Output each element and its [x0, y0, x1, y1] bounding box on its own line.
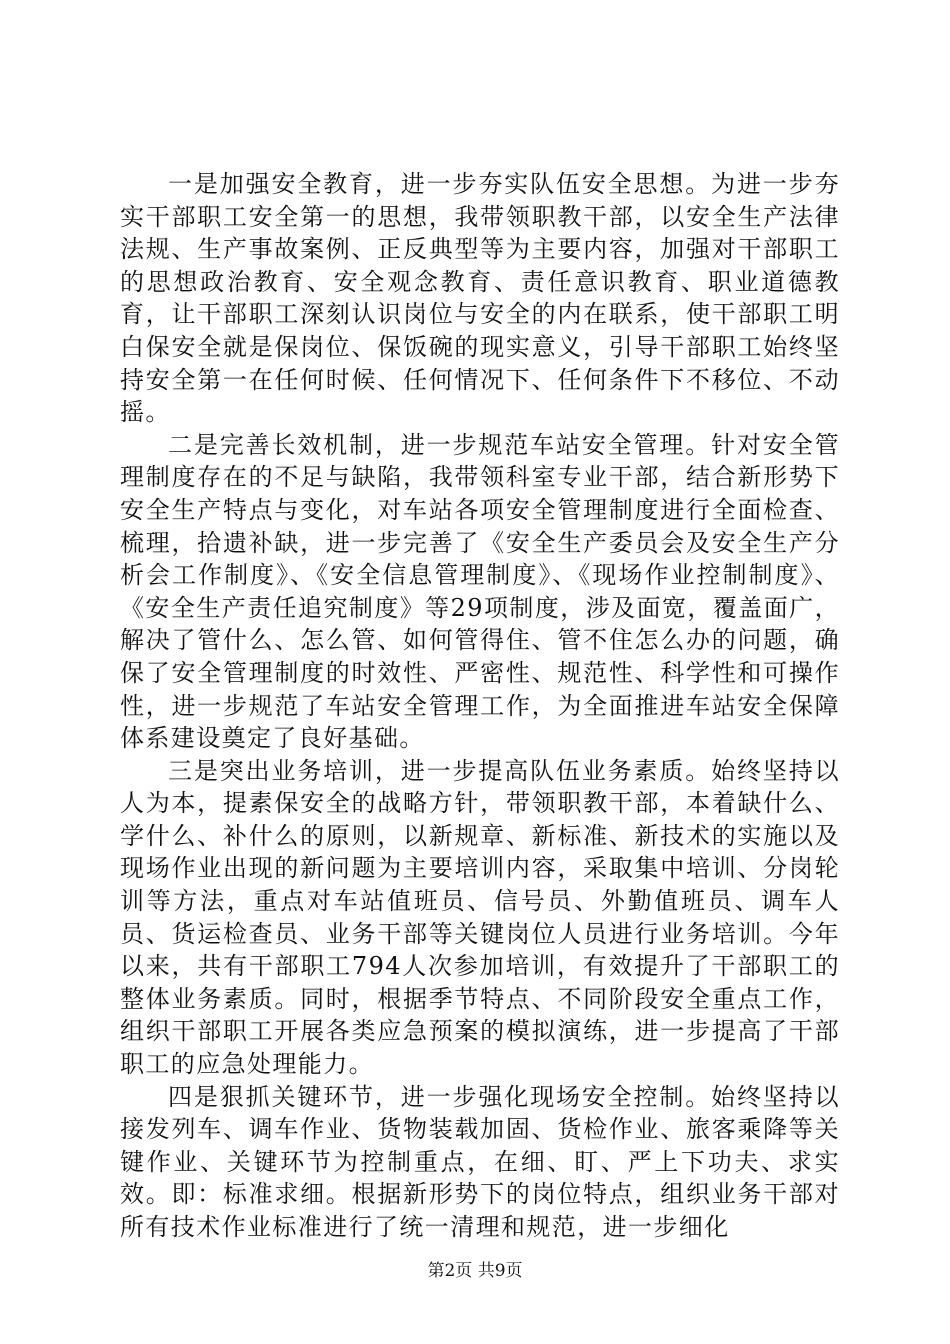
paragraph-safety-education: 一是加强安全教育，进一步夯实队伍安全思想。为进一步夯实干部职工安全第一的思想，我带领职教干部，以安全生产法律法规、生产事故案例、正反典型等为主要内容，加强对干部职工的思想政治教育、安全观念教育、责任意识教育、职业道德教育，让干部职工深刻认识岗位与安全的内在联系，使干部职工明白保安全就是保岗位、保饭碗的现实意义，引导干部职工始终坚持安全第一在任何时候、任何情况下、任何条件下不移位、不动摇。 — [120, 170, 840, 427]
paragraph-long-term-mechanism: 二是完善长效机制，进一步规范车站安全管理。针对安全管理制度存在的不足与缺陷，我带领科室专业干部，结合新形势下安全生产特点与变化，对车站各项安全管理制度进行全面检查、梳理，拾遗补缺，进一步完善了《安全生产委员会及安全生产分析会工作制度》、《安全信息管理制度》、《现场作业控制制度》、《安全生产责任追究制度》等29项制度，涉及面宽，覆盖面广，解决了管什么、怎么管、如何管得住、管不住怎么办的问题，确保了安全管理制度的时效性、严密性、规范性、科学性和可操作性，进一步规范了车站安全管理工作，为全面推进车站安全保障体系建设奠定了良好基础。 — [120, 430, 840, 753]
paragraph-key-links: 四是狠抓关键环节，进一步强化现场安全控制。始终坚持以接发列车、调车作业、货物装载加固、货检作业、旅客乘降等关键作业、关键环节为控制重点，在细、盯、严上下功夫、求实效。即：标准求细。根据新形势下的岗位特点，组织业务干部对所有技术作业标准进行了统一清理和规范，进一步细化 — [120, 1082, 840, 1241]
page-number-footer: 第2页 共9页 — [427, 1261, 523, 1281]
paragraph-business-training: 三是突出业务培训，进一步提高队伍业务素质。始终坚持以人为本，提素保安全的战略方针，带领职教干部，本着缺什么、学什么、补什么的原则，以新规章、新标准、新技术的实施以及现场作业出现的新问题为主要培训内容，采取集中培训、分岗轮训等方法，重点对车站值班员、信号员、外勤值班员、调车人员、货运检查员、业务干部等关键岗位人员进行业务培训。今年以来，共有干部职工794人次参加培训，有效提升了干部职工的整体业务素质。同时，根据季节特点、不同阶段安全重点工作，组织干部职工开展各类应急预案的模拟演练，进一步提高了干部职工的应急处理能力。 — [120, 756, 840, 1079]
document-body — [120, 168, 840, 1244]
